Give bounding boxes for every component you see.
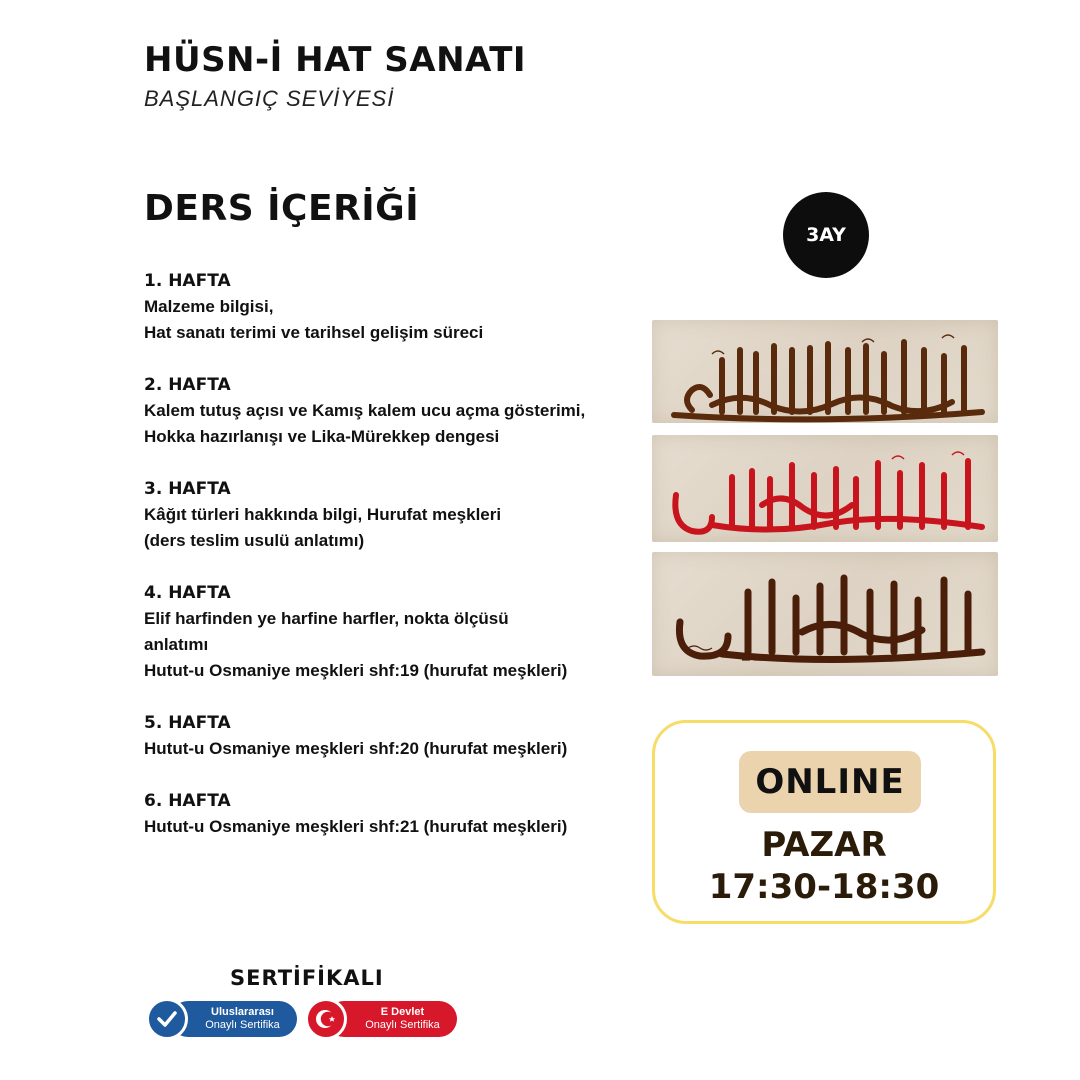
- week-item: [144, 268, 624, 346]
- week-heading: 1. HAFTA: [144, 271, 231, 291]
- calligraphy-image: [652, 435, 998, 542]
- duration-badge: [783, 192, 869, 278]
- certificate-label: SERTİFİKALI: [230, 966, 384, 990]
- page-title: HÜSN-İ HAT SANATI: [144, 40, 527, 80]
- calligraphy-image: [652, 320, 998, 423]
- schedule-card: [652, 720, 996, 924]
- crescent-star-icon: [305, 998, 347, 1040]
- duration-label: 3AY: [806, 224, 846, 246]
- online-badge: ONLINE: [739, 751, 921, 813]
- week-item: [144, 580, 624, 684]
- week-line: anlatımı: [144, 635, 209, 654]
- week-heading: 2. HAFTA: [144, 375, 231, 395]
- badge-line1: Uluslararası: [211, 1006, 274, 1018]
- section-title: DERS İÇERİĞİ: [144, 188, 420, 229]
- schedule-day: PAZAR: [761, 825, 887, 865]
- schedule-time: 17:30-18:30: [708, 867, 940, 907]
- week-line: Hutut-u Osmaniye meşkleri shf:20 (hurufat meşkleri): [144, 739, 568, 758]
- international-certificate-badge: [170, 1001, 297, 1037]
- week-item: [144, 788, 624, 840]
- week-line: Kâğıt türleri hakkında bilgi, Hurufat meşkleri: [144, 505, 502, 524]
- week-line: (ders teslim usulü anlatımı): [144, 531, 365, 550]
- week-heading: 6. HAFTA: [144, 791, 231, 811]
- week-line: Malzeme bilgisi,: [144, 297, 274, 316]
- week-item: [144, 476, 624, 554]
- week-item: [144, 710, 624, 762]
- week-heading: 3. HAFTA: [144, 479, 231, 499]
- week-line: Elif harfinden ye harfine harfler, nokta ölçüsü: [144, 609, 509, 628]
- badge-line2: Onaylı Sertifika: [205, 1019, 280, 1031]
- calligraphy-image: [652, 552, 998, 676]
- week-line: Hutut-u Osmaniye meşkleri shf:19 (hurufat meşkleri): [144, 661, 568, 680]
- page-subtitle: BAŞLANGIÇ SEVİYESİ: [144, 86, 395, 111]
- weeks-list: [144, 268, 624, 866]
- badge-line2: Onaylı Sertifika: [365, 1019, 440, 1031]
- calligraphy-panel-1: [652, 320, 998, 423]
- week-heading: 5. HAFTA: [144, 713, 231, 733]
- week-line: Kalem tutuş açısı ve Kamış kalem ucu açma gösterimi,: [144, 401, 586, 420]
- week-line: Hokka hazırlanışı ve Lika-Mürekkep dengesi: [144, 427, 500, 446]
- calligraphy-panel-2: [652, 435, 998, 542]
- week-line: Hat sanatı terimi ve tarihsel gelişim süreci: [144, 323, 484, 342]
- calligraphy-panel-3: [652, 552, 998, 676]
- badge-line1: E Devlet: [380, 1006, 425, 1018]
- week-line: Hutut-u Osmaniye meşkleri shf:21 (hurufat meşkleri): [144, 817, 568, 836]
- week-heading: 4. HAFTA: [144, 583, 231, 603]
- week-item: [144, 372, 624, 450]
- checkmark-icon: [146, 998, 188, 1040]
